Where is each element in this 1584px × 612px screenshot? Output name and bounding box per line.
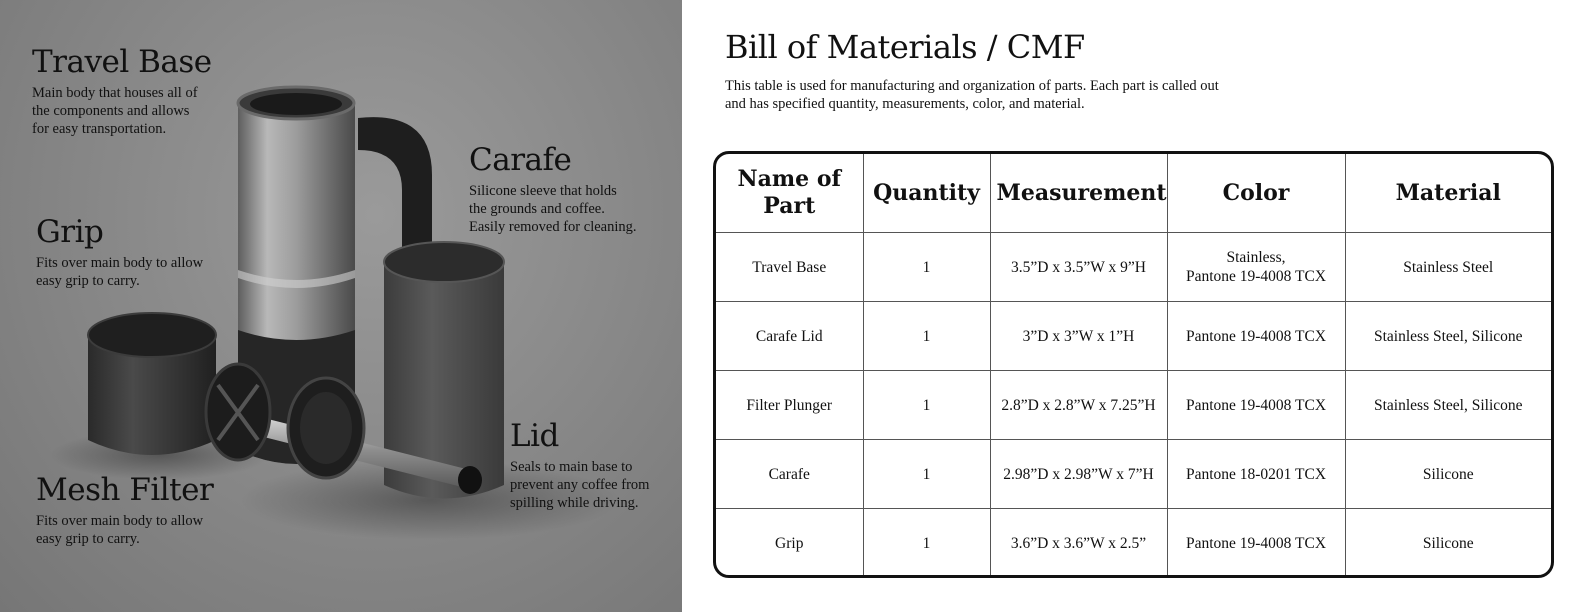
header-quantity: Quantity [863, 154, 990, 233]
callout-title: Mesh Filter [36, 472, 214, 508]
cell-color: Pantone 18-0201 TCX [1167, 440, 1345, 509]
callout-lid [510, 418, 649, 512]
table-row [716, 233, 1551, 302]
callout-description: Fits over main body to allow easy grip to carry. [36, 513, 204, 547]
callout-description: Seals to main base to prevent any coffee from spilling while driving. [510, 459, 650, 511]
callout-travel-base [32, 44, 212, 138]
cell-quantity: 1 [863, 509, 990, 578]
cell-material: Stainless Steel, Silicone [1345, 371, 1551, 440]
cell-material: Stainless Steel, Silicone [1345, 302, 1551, 371]
header-name-of-part: Name of Part [716, 154, 863, 233]
cell-quantity: 1 [863, 440, 990, 509]
cell-color: Stainless, Pantone 19-4008 TCX [1167, 233, 1345, 302]
cell-name: Grip [716, 509, 863, 578]
cell-name: Filter Plunger [716, 371, 863, 440]
callout-title: Lid [510, 418, 559, 454]
page-title: Bill of Materials / CMF [725, 28, 1085, 66]
cell-measurement: 3.6”D x 3.6”W x 2.5” [990, 509, 1167, 578]
bom-table [716, 154, 1551, 577]
header-color: Color [1167, 154, 1345, 233]
cell-measurement: 3”D x 3”W x 1”H [990, 302, 1167, 371]
cell-color: Pantone 19-4008 TCX [1167, 302, 1345, 371]
table-header-row [716, 154, 1551, 233]
bom-table-container [713, 151, 1554, 578]
table-row [716, 509, 1551, 578]
cell-quantity: 1 [863, 302, 990, 371]
header-material: Material [1345, 154, 1551, 233]
cell-measurement: 2.8”D x 2.8”W x 7.25”H [990, 371, 1167, 440]
product-render-panel [0, 0, 682, 612]
cell-measurement: 3.5”D x 3.5”W x 9”H [990, 233, 1167, 302]
cell-color: Pantone 19-4008 TCX [1167, 509, 1345, 578]
callout-description: Fits over main body to allow easy grip to carry. [36, 255, 204, 289]
cell-quantity: 1 [863, 233, 990, 302]
cell-material: Stainless Steel [1345, 233, 1551, 302]
callout-description: Main body that houses all of the components and allows for easy transportation. [32, 85, 198, 137]
callout-carafe [469, 142, 637, 236]
table-row [716, 302, 1551, 371]
table-row [716, 371, 1551, 440]
callout-mesh-filter [36, 472, 213, 548]
callout-title: Grip [36, 214, 104, 250]
cell-material: Silicone [1345, 509, 1551, 578]
callout-description: Silicone sleeve that holds the grounds and coffee. Easily removed for cleaning. [469, 183, 637, 235]
callout-grip [36, 214, 203, 290]
page-description: This table is used for manufacturing and organization of parts. Each part is called out and has specified quantity, measurements, color, and material. [725, 78, 1219, 112]
table-row [716, 440, 1551, 509]
cell-quantity: 1 [863, 371, 990, 440]
callout-title: Travel Base [32, 44, 212, 80]
header-measurement: Measurement [990, 154, 1167, 233]
cell-name: Travel Base [716, 233, 863, 302]
callout-title: Carafe [469, 142, 572, 178]
cell-measurement: 2.98”D x 2.98”W x 7”H [990, 440, 1167, 509]
cell-name: Carafe Lid [716, 302, 863, 371]
cell-material: Silicone [1345, 440, 1551, 509]
cell-name: Carafe [716, 440, 863, 509]
cell-color: Pantone 19-4008 TCX [1167, 371, 1345, 440]
